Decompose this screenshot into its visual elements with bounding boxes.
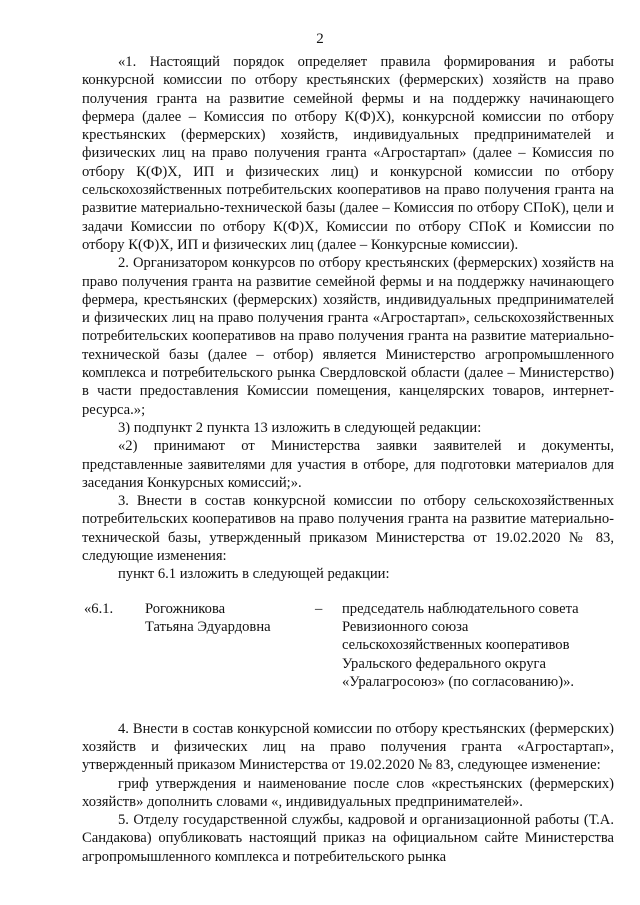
- commission-member-entry: [82, 600, 614, 704]
- member-role-line: председатель наблюдательного совета: [342, 600, 579, 617]
- page-number: 2: [316, 31, 324, 47]
- member-name: [145, 600, 295, 637]
- member-surname: Рогожникова: [145, 600, 226, 617]
- member-dash: –: [315, 600, 323, 617]
- document-body: [82, 53, 614, 866]
- paragraph-subitem-3: 3) подпункт 2 пункта 13 изложить в следующей редакции:: [118, 419, 482, 436]
- paragraph-item-3: 3. Внести в состав конкурсной комиссии по отбору сельскохозяйственных потребительских кооперативов на право получения гранта на развитие материально-технической базы, утвержденный приказом Министерства от 19.02.2020 № 83, следующие изменения:: [82, 493, 614, 565]
- paragraph-item-1: «1. Настоящий порядок определяет правила формирования и работы конкурсной комиссии по отбору крестьянских (фермерских) хозяйств на право получения гранта на развитие семейной фермы и на поддержку начинающего фермера (далее – Комиссия по отбору К(Ф)Х), конкурсной комиссии по отбору крестьянских (фермерских) хозяйств, индивидуальных предпринимателей и физических лиц на право получения гранта «Агростартап» (далее – Комиссия по отбору К(Ф)Х, ИП и физических лиц) и конкурсной комиссии по отбору сельскохозяйственных потребительских кооперативов на право получения гранта на развитие материально-технической базы (далее – Комиссия по отбору СПоК), цели и задачи Комиссии по отбору К(Ф)Х, Комиссии по отбору СПоК и Комиссии по отбору К(Ф)Х, ИП и физических лиц (далее – Конкурсные комиссии).: [82, 54, 614, 253]
- paragraph-item-5: 5. Отделу государственной службы, кадровой и организационной работы (Т.А. Сандакова) опубликовать настоящий приказ на официальном сайте Министерства агропромышленного комплекса и потребительского рынка: [82, 812, 614, 865]
- member-role-line: Уральского федерального округа: [342, 655, 546, 672]
- paragraph-item-2: 2. Организатором конкурсов по отбору крестьянских (фермерских) хозяйств на право получения гранта на развитие семейной фермы и на поддержку начинающего фермера, крестьянских (фермерских) хозяйств, индивидуальных предпринимателей и физических лиц на право получения гранта «Агростартап», сельскохозяйственных потребительских кооперативов на право получения гранта на развитие материально-технической базы (далее – отбор) является Министерство агропромышленного комплекса и потребительского рынка Свердловской области (далее – Министерство) в части предоставления Комиссии помещения, канцелярских товаров, интернет-ресурса.»;: [82, 255, 614, 418]
- member-entry-number: «6.1.: [84, 600, 114, 617]
- paragraph-quoted-subitem-2: «2) принимают от Министерства заявки заявителей и документы, представленные заявителями для участия в отборе, для подготовки материалов для заседания Конкурсных комиссий;».: [82, 438, 614, 491]
- member-given-names: Татьяна Эдуардовна: [145, 618, 271, 635]
- member-role-line: Ревизионного союза: [342, 618, 469, 635]
- paragraph-item-4-change: гриф утверждения и наименование после слов «крестьянских (фермерских) хозяйств» дополнить словами «, индивидуальных предпринимателей».: [82, 775, 614, 810]
- member-role-line: сельскохозяйственных кооперативов: [342, 637, 570, 654]
- paragraph-item-4: 4. Внести в состав конкурсной комиссии по отбору крестьянских (фермерских) хозяйств и физических лиц на право получения гранта «Агростартап», утвержденный приказом Министерства от 19.02.2020 № 83, следующее изменение:: [82, 720, 614, 774]
- member-role: [342, 600, 614, 691]
- paragraph-point-6-1-intro: пункт 6.1 изложить в следующей редакции:: [118, 566, 390, 583]
- member-role-line: «Уралагросоюз» (по согласованию)».: [342, 673, 575, 690]
